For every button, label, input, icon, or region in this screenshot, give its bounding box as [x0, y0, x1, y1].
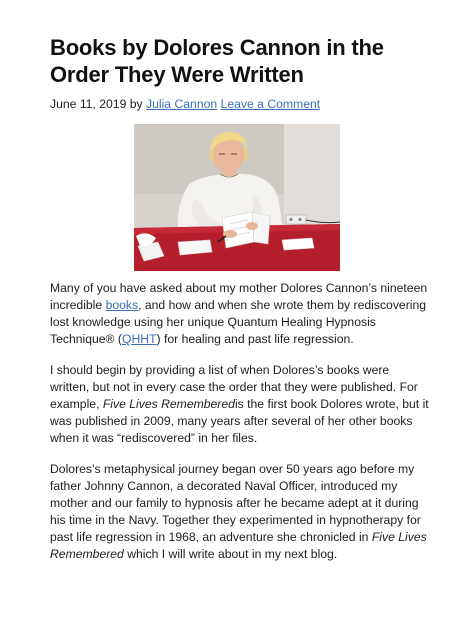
byline-prefix: by	[129, 97, 143, 111]
intro-paragraph	[50, 280, 430, 348]
journey-text-b: which I will write about in my next blog.	[123, 547, 338, 561]
book-title-emphasis-2: Five Lives Remembered	[50, 530, 427, 561]
article-header	[50, 34, 426, 112]
post-date: June 11, 2019	[50, 97, 127, 111]
author-link[interactable]: Julia Cannon	[146, 97, 218, 111]
journey-paragraph	[50, 461, 430, 563]
books-list-text-b: is the first book Dolores wrote, but it was published in 2009, many years after several of her other books when it was “rediscovered” in her files.	[50, 397, 429, 445]
book-title-emphasis: Five Lives Remembered	[102, 397, 235, 411]
intro-text-b: , and how and when she wrote them by rediscovering lost knowledge using her unique Quantum Healing Hypnosis Technique® (	[50, 298, 427, 346]
intro-text-c: ) for healing and past life regression.	[156, 332, 354, 346]
photo-illustration	[134, 124, 340, 271]
books-link[interactable]: books	[105, 298, 139, 312]
books-list-text-a: I should begin by providing a list of when Dolores’s books were written, but not in every case the order that they were published. For example,	[50, 363, 418, 411]
article-title: Books by Dolores Cannon in the Order They Were Written	[50, 35, 384, 87]
journey-text-a: Dolores’s metaphysical journey began over 50 years ago before my father Johnny Cannon, a decorated Naval Officer, introduced my mother and our family to hypnosis after he became adept at it during his time in the Navy. Together they experimented in hypnotherapy for past life regression in 1968, an adventure she chronicled in	[50, 462, 421, 544]
intro-text-a: Many of you have asked about my mother Dolores Cannon’s nineteen incredible	[50, 281, 428, 312]
books-list-paragraph	[50, 362, 430, 447]
author-signing-books-photo	[134, 124, 340, 271]
qhht-link[interactable]: QHHT	[122, 332, 157, 346]
leave-comment-link[interactable]: Leave a Comment	[220, 97, 321, 111]
post-meta	[50, 96, 426, 112]
